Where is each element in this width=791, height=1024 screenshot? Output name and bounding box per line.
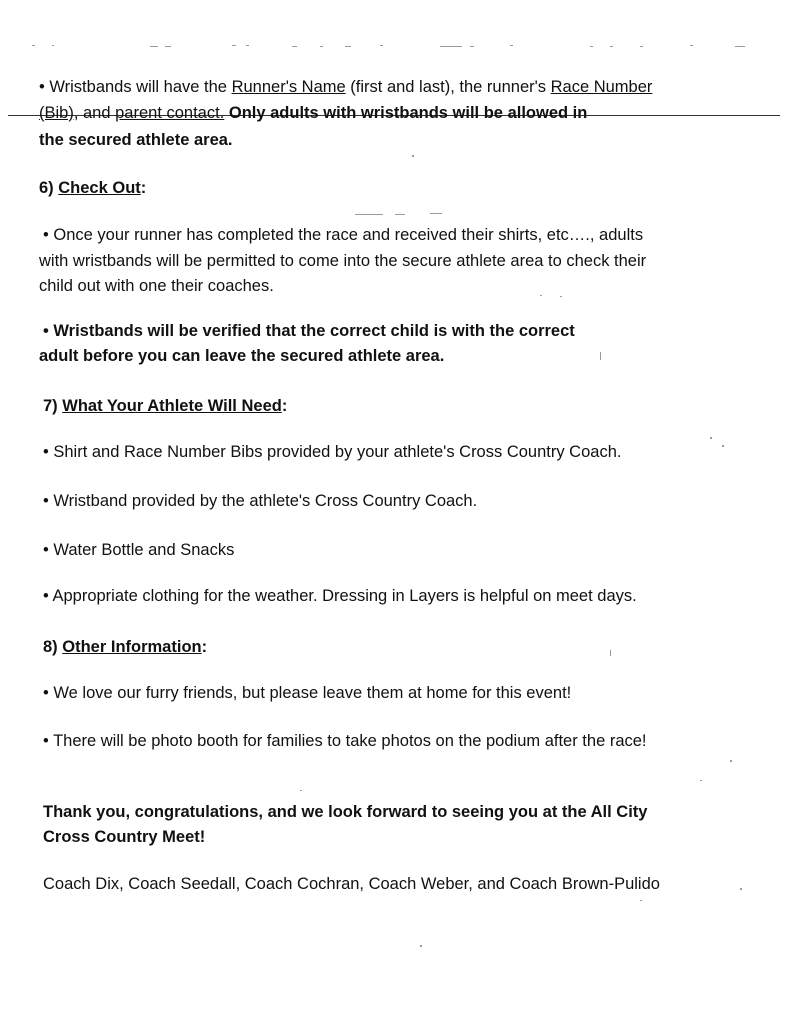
section6-heading bbox=[39, 178, 146, 198]
wristband-bullet-line2 bbox=[39, 103, 587, 123]
section6-colon: : bbox=[140, 179, 147, 197]
bullet-glyph: • bbox=[43, 541, 49, 559]
info-item-pets: We love our furry friends, but please leave them at home for this event! bbox=[53, 684, 572, 702]
section7-title: What Your Athlete Will Need bbox=[62, 397, 282, 415]
bullet-glyph: • bbox=[43, 226, 49, 244]
runners-name-phrase: Runner's Name bbox=[231, 78, 346, 96]
section6-number: 6) bbox=[39, 179, 54, 197]
checkout-bullet1-text1: Once your runner has completed the race and received their shirts, etc…., adults bbox=[53, 226, 644, 244]
wristband-text-part1: Wristbands will have the bbox=[49, 78, 232, 96]
checkout-bullet2-text1: Wristbands will be verified that the correct child is with the correct bbox=[53, 322, 575, 340]
bib-phrase: (Bib), bbox=[39, 104, 79, 122]
checkout-bullet1-line3: child out with one their coaches. bbox=[39, 277, 274, 295]
closing-line2: Cross Country Meet! bbox=[43, 828, 206, 846]
bullet-glyph: • bbox=[43, 492, 49, 510]
checkout-bullet2-line2: adult before you can leave the secured athlete area. bbox=[39, 347, 445, 365]
list-item bbox=[43, 540, 234, 560]
wristband-bullet-line1 bbox=[39, 77, 652, 97]
checkout-bullet1-line2: with wristbands will be permitted to come into the secure athlete area to check their bbox=[39, 252, 647, 270]
section8-number: 8) bbox=[43, 638, 58, 656]
info-item-photo-booth: There will be photo booth for families to take photos on the podium after the race! bbox=[53, 732, 647, 750]
race-number-phrase: Race Number bbox=[550, 78, 653, 96]
bullet-glyph: • bbox=[43, 587, 49, 605]
signature-line: Coach Dix, Coach Seedall, Coach Cochran, Coach Weber, and Coach Brown-Pulido bbox=[43, 875, 660, 893]
list-item bbox=[43, 442, 621, 462]
bullet-glyph: • bbox=[43, 443, 49, 461]
section8-title: Other Information bbox=[62, 638, 202, 656]
only-adults-phrase: Only adults with wristbands will be allowed in bbox=[224, 104, 588, 122]
checkout-bullet1-line1 bbox=[43, 225, 643, 245]
list-item bbox=[43, 731, 647, 751]
need-item-shirt: Shirt and Race Number Bibs provided by your athlete's Cross Country Coach. bbox=[53, 443, 622, 461]
section6-title: Check Out bbox=[58, 179, 141, 197]
and-word: and bbox=[78, 104, 116, 122]
section7-heading bbox=[43, 396, 287, 416]
bullet-glyph: • bbox=[43, 322, 49, 340]
bullet-glyph: • bbox=[43, 732, 49, 750]
wristband-text-part2: (first and last), the runner's bbox=[345, 78, 551, 96]
list-item bbox=[43, 491, 477, 511]
parent-contact-phrase: parent contact. bbox=[115, 104, 225, 122]
wristband-bullet-line3: the secured athlete area. bbox=[39, 131, 233, 149]
section7-number: 7) bbox=[43, 397, 58, 415]
section7-colon: : bbox=[281, 397, 288, 415]
bullet-glyph: • bbox=[39, 78, 45, 96]
checkout-bullet2-line1 bbox=[43, 321, 575, 341]
need-item-wristband: Wristband provided by the athlete's Cross Country Coach. bbox=[53, 492, 478, 510]
list-item bbox=[43, 586, 637, 606]
section8-heading bbox=[43, 637, 207, 657]
list-item bbox=[43, 683, 571, 703]
need-item-water: Water Bottle and Snacks bbox=[53, 541, 235, 559]
need-item-clothing: Appropriate clothing for the weather. Dressing in Layers is helpful on meet days. bbox=[52, 587, 637, 605]
section8-colon: : bbox=[201, 638, 208, 656]
closing-line1: Thank you, congratulations, and we look forward to seeing you at the All City bbox=[43, 803, 648, 821]
bullet-glyph: • bbox=[43, 684, 49, 702]
